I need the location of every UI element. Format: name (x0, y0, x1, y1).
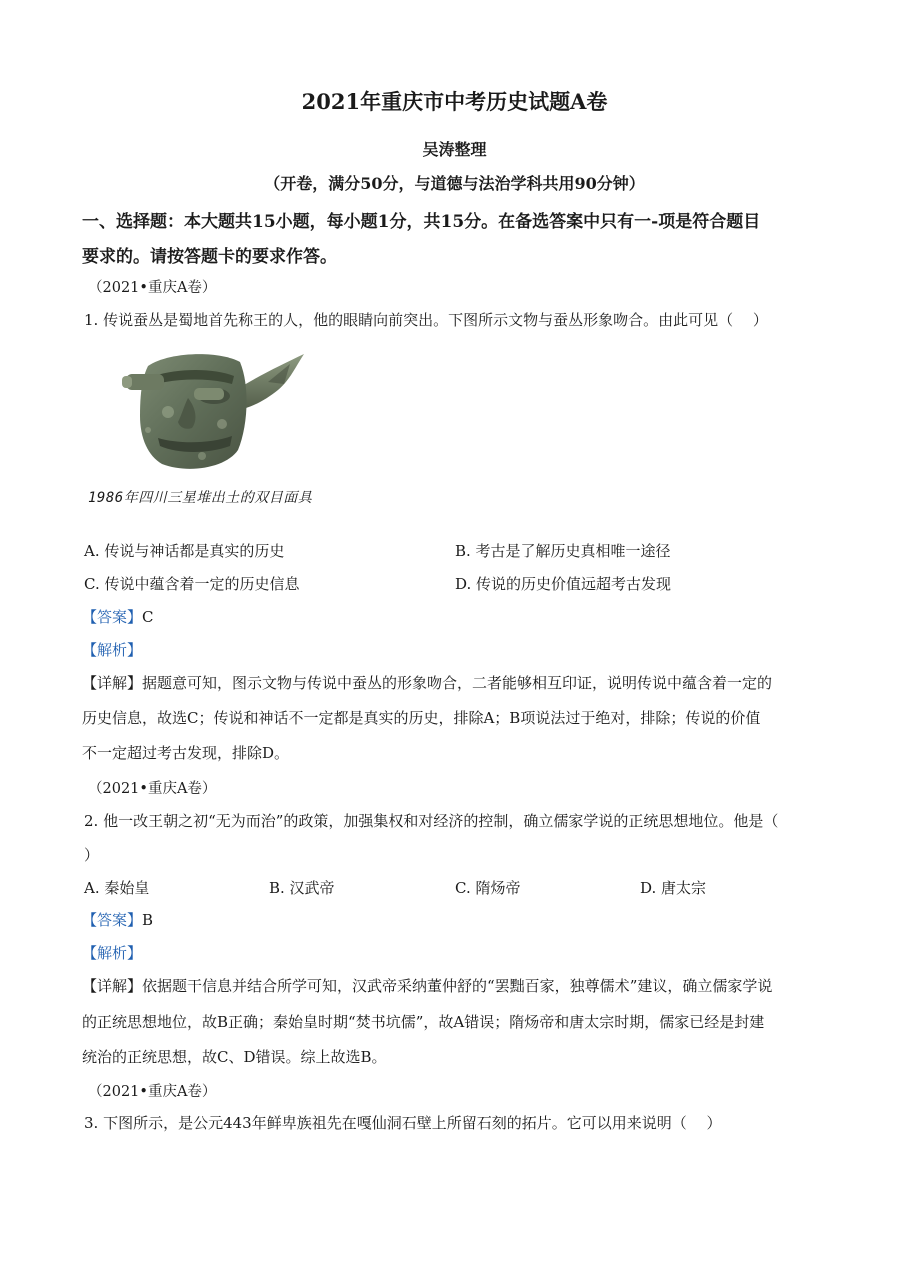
q1-option-c: C. 传说中蕴含着一定的历史信息 (84, 575, 300, 593)
detail-text: 依据题干信息并结合所学可知，汉武帝采纳董仲舒的“罢黜百家，独尊儒术”建议，确立儒家学说 (142, 977, 773, 995)
q2-answer (82, 909, 153, 930)
detail-tag: 【详解】 (82, 977, 143, 995)
q2-stem-line-1: 2. 他一改王朝之初“无为而治”的政策，加强集权和对经济的控制，确立儒家学说的正统思想地位。他是（ (84, 812, 779, 830)
image-caption: 1986年四川三星堆出土的双目面具 (88, 490, 313, 506)
q1-analysis-tag: 【解析】 (82, 641, 143, 659)
document-author: 吴涛整理 (422, 140, 487, 159)
q2-option-c: C. 隋炀帝 (455, 879, 521, 897)
q2-option-b: B. 汉武帝 (269, 879, 335, 897)
q1-stem: 1. 传说蚕丛是蜀地首先称王的人，他的眼睛向前突出。下图所示文物与蚕丛形象吻合。由此可见（ ） (84, 311, 768, 329)
q1-source: （2021•重庆A卷） (88, 280, 217, 296)
q1-option-b: B. 考古是了解历史真相唯一途径 (455, 542, 671, 560)
answer-value: B (142, 911, 154, 929)
document-subtitle: （开卷，满分50分，与道德与法治学科共用90分钟） (264, 174, 645, 193)
document-title: 2021年重庆市中考历史试题A卷 (301, 89, 608, 114)
q1-detail-line-2: 历史信息，故选C；传说和神话不一定都是真实的历史，排除A；B项说法过于绝对，排除；传说的价值 (82, 709, 761, 727)
q2-detail-line-2: 的正统思想地位，故B正确；秦始皇时期“焚书坑儒”，故A错误；隋炀帝和唐太宗时期，儒家已经是封建 (82, 1013, 765, 1031)
answer-tag: 【答案】 (82, 608, 143, 626)
q1-option-d: D. 传说的历史价值远超考古发现 (455, 575, 672, 593)
q2-stem-line-2: ） (84, 846, 100, 864)
answer-value: C (142, 608, 154, 626)
q2-detail-line-1 (82, 975, 772, 996)
q3-source: （2021•重庆A卷） (88, 1084, 217, 1100)
answer-tag: 【答案】 (82, 911, 143, 929)
section-heading-line-2: 要求的。请按答题卡的要求作答。 (82, 247, 337, 267)
q1-detail-line-3: 不一定超过考古发现，排除D。 (82, 744, 290, 762)
q2-analysis-tag: 【解析】 (82, 944, 143, 962)
q2-option-a: A. 秦始皇 (84, 879, 150, 897)
q1-detail-line-1 (82, 672, 772, 693)
q2-detail-line-3: 统治的正统思想，故C、D错误。综上故选B。 (82, 1048, 387, 1066)
section-heading-line-1: 一、选择题：本大题共15小题，每小题1分，共15分。在备选答案中只有一-项是符合题目 (82, 212, 761, 232)
bronze-mask-image (118, 346, 308, 474)
detail-tag: 【详解】 (82, 674, 143, 692)
q1-answer (82, 606, 154, 627)
q3-stem: 3. 下图所示，是公元443年鲜卑族祖先在嘎仙洞石壁上所留石刻的拓片。它可以用来说明（ ） (84, 1114, 722, 1132)
q2-option-d: D. 唐太宗 (640, 879, 707, 897)
detail-text: 据题意可知，图示文物与传说中蚕丛的形象吻合，二者能够相互印证，说明传说中蕴含着一定的 (142, 674, 773, 692)
q1-option-a: A. 传说与神话都是真实的历史 (84, 542, 285, 560)
q2-source: （2021•重庆A卷） (88, 781, 217, 797)
